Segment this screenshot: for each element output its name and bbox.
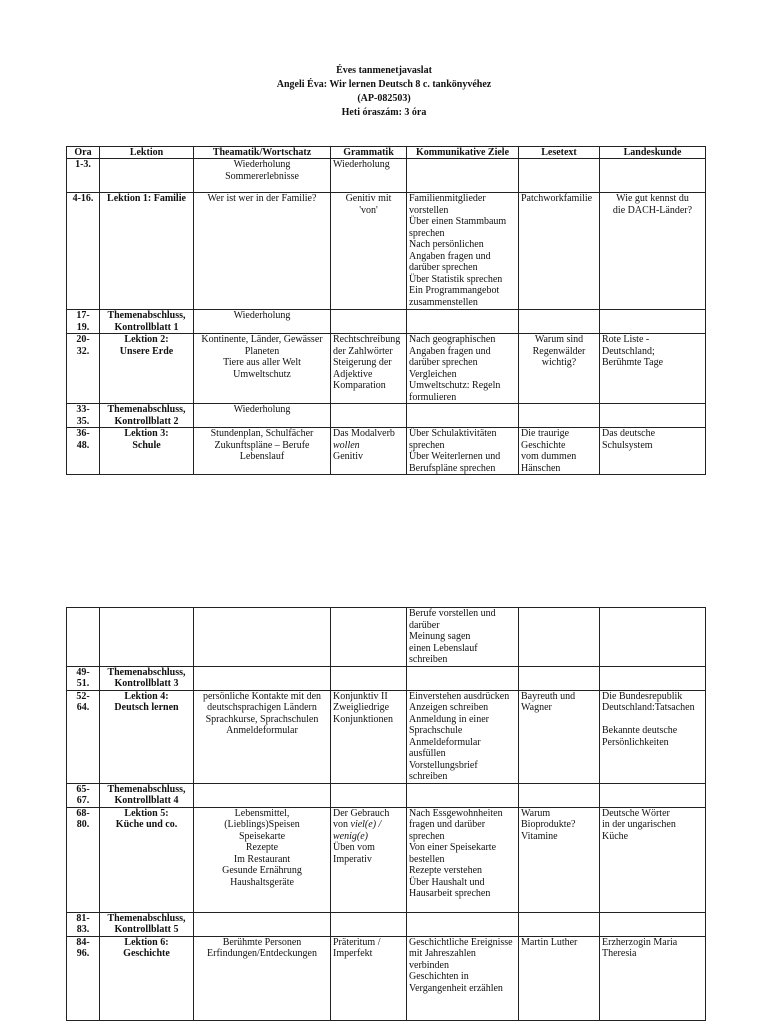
cell-grammatik [331,608,407,667]
cell-landeskunde: Wie gut kennst du die DACH-Länder? [600,193,706,310]
cell-ziele: Familienmitglieder vorstellen Über einen Stammbaum sprechen Nach persönlichen Angaben fragen und darüber sprechen Über Statistik sprechen Ein Programmangebot zusammenstellen [407,193,519,310]
table-row [67,404,706,428]
cell-grammatik [331,428,407,475]
cell-lektion: Lektion 2: Unsere Erde [100,334,194,404]
cell-ora: 49- 51. [67,666,100,690]
table-row [67,666,706,690]
cell-lektion: Lektion 1: Familie [100,193,194,310]
cell-grammatik: Rechtschreibung der Zahlwörter Steigerung der Adjektive Komparation [331,334,407,404]
cell-ora: 20- 32. [67,334,100,404]
cell-lektion: Themenabschluss, Kontrollblatt 1 [100,310,194,334]
grammatik-text: Der Gebrauch [333,807,390,819]
cell-ora: 33- 35. [67,404,100,428]
cell-grammatik: Genitiv mit 'von' [331,193,407,310]
cell-landeskunde: Das deutsche Schulsystem [600,428,706,475]
cell-grammatik [331,807,407,912]
cell-lesetext: Warum Bioprodukte? Vitamine [519,807,600,912]
table-row [67,936,706,1020]
grammatik-text: Üben vom Imperativ [333,842,375,865]
cell-ora: 52- 64. [67,690,100,783]
cell-ziele [407,666,519,690]
cell-thema: Kontinente, Länder, Gewässer Planeten Tiere aus aller Welt Umweltschutz [194,334,331,404]
cell-lektion: Themenabschluss, Kontrollblatt 4 [100,783,194,807]
cell-lesetext [519,783,600,807]
grammatik-text: Genitiv [333,451,363,462]
cell-landeskunde: Erzherzogin Maria Theresia [600,936,706,1020]
cell-ziele [407,310,519,334]
cell-thema [194,666,331,690]
cell-ziele: Berufe vorstellen und darüber Meinung sagen einen Lebenslauf schreiben [407,608,519,667]
cell-grammatik [331,310,407,334]
cell-ora: 68- 80. [67,807,100,912]
cell-lektion: Lektion 4: Deutsch lernen [100,690,194,783]
document-header [0,64,768,120]
col-header-thematik: Theamatik/Wortschatz [194,147,331,159]
cell-landeskunde: Rote Liste - Deutschland; Berühmte Tage [600,334,706,404]
cell-thema [194,912,331,936]
cell-ora: 81- 83. [67,912,100,936]
cell-thema: Wiederholung Sommererlebnisse [194,159,331,193]
cell-grammatik [331,783,407,807]
cell-grammatik [331,404,407,428]
cell-thema: Berühmte Personen Erfindungen/Entdeckungen [194,936,331,1020]
cell-ora: 17- 19. [67,310,100,334]
cell-ziele: Über Schulaktivitäten sprechen Über Weiterlernen und Berufspläne sprechen [407,428,519,475]
cell-lesetext: Bayreuth und Wagner [519,690,600,783]
cell-ora: 1-3. [67,159,100,193]
cell-lesetext [519,608,600,667]
cell-ora: 84- 96. [67,936,100,1020]
cell-landeskunde: Deutsche Wörter in der ungarischen Küche [600,807,706,912]
cell-thema: persönliche Kontakte mit den deutschsprachigen Ländern Sprachkurse, Sprachschulen Anmeldeformular [194,690,331,783]
cell-grammatik [331,666,407,690]
cell-thema: Wer ist wer in der Familie? [194,193,331,310]
table-row [67,608,706,667]
cell-lektion: Lektion 6: Geschichte [100,936,194,1020]
cell-landeskunde [600,783,706,807]
cell-ora: 65- 67. [67,783,100,807]
table-row [67,159,706,193]
col-header-ora: Ora [67,147,100,159]
cell-lektion [100,159,194,193]
cell-thema [194,608,331,667]
doc-code: (AP-082503) [357,93,411,104]
grammatik-italic: wollen [333,439,360,451]
cell-landeskunde: Die Bundesrepublik Deutschland:Tatsachen Bekannte deutsche Persönlichkeiten [600,690,706,783]
curriculum-table-page2 [66,607,706,1021]
cell-lesetext: Martin Luther [519,936,600,1020]
cell-ziele [407,783,519,807]
doc-subtitle: Angeli Éva: Wir lernen Deutsch 8 c. tankönyvéhez [276,79,492,90]
cell-lektion: Themenabschluss, Kontrollblatt 2 [100,404,194,428]
cell-ziele [407,404,519,428]
cell-landeskunde [600,310,706,334]
cell-lektion: Lektion 3: Schule [100,428,194,475]
cell-lesetext: Patchworkfamilie [519,193,600,310]
cell-grammatik: Konjunktiv II Zweigliedrige Konjunktionen [331,690,407,783]
cell-lesetext [519,666,600,690]
cell-lesetext [519,159,600,193]
cell-lesetext: Warum sind Regenwälder wichtig? [519,334,600,404]
grammatik-italic: wenig(e) [333,830,368,842]
cell-thema: Wiederholung [194,310,331,334]
cell-lesetext [519,912,600,936]
col-header-grammatik: Grammatik [331,147,407,159]
cell-thema: Wiederholung [194,404,331,428]
cell-lektion: Lektion 5: Küche und co. [100,807,194,912]
cell-grammatik: Wiederholung [331,159,407,193]
cell-landeskunde [600,608,706,667]
cell-ora [67,608,100,667]
table-row [67,310,706,334]
cell-lesetext [519,310,600,334]
cell-landeskunde [600,404,706,428]
cell-lektion [100,608,194,667]
table-row [67,783,706,807]
cell-ziele: Geschichtliche Ereignisse mit Jahreszahlen verbinden Geschichten in Vergangenheit erzählen [407,936,519,1020]
table-header-row [67,147,706,159]
cell-lektion: Themenabschluss, Kontrollblatt 5 [100,912,194,936]
cell-ziele: Nach Essgewohnheiten fragen und darüber sprechen Von einer Speisekarte bestellen Rezepte verstehen Über Haushalt und Hausarbeit sprechen [407,807,519,912]
cell-ora: 36- 48. [67,428,100,475]
grammatik-text: von [333,819,351,830]
table-row [67,334,706,404]
cell-lesetext: Die traurige Geschichte vom dummen Hänschen [519,428,600,475]
grammatik-text: Das Modalverb [333,428,395,439]
cell-thema [194,783,331,807]
table-row [67,428,706,475]
cell-ziele: Einverstehen ausdrücken Anzeigen schreiben Anmeldung in einer Sprachschule Anmeldeformular ausfüllen Vorstellungsbrief schreiben [407,690,519,783]
table-row [67,807,706,912]
cell-ziele [407,159,519,193]
doc-title: Éves tanmenetjavaslat [336,65,432,76]
col-header-lesetext: Lesetext [519,147,600,159]
curriculum-table-page1 [66,146,706,475]
col-header-ziele: Kommunikative Ziele [407,147,519,159]
cell-grammatik [331,912,407,936]
cell-landeskunde [600,159,706,193]
cell-grammatik: Präteritum / Imperfekt [331,936,407,1020]
cell-ziele [407,912,519,936]
grammatik-italic: viel(e) / [350,819,382,830]
cell-landeskunde [600,912,706,936]
cell-ziele: Nach geographischen Angaben fragen und darüber sprechen Vergleichen Umweltschutz: Regeln formulieren [407,334,519,404]
col-header-landeskunde: Landeskunde [600,147,706,159]
cell-thema: Stundenplan, Schulfächer Zukunftspläne – Berufe Lebenslauf [194,428,331,475]
cell-lesetext [519,404,600,428]
cell-landeskunde [600,666,706,690]
doc-hours: Heti óraszám: 3 óra [341,107,427,118]
col-header-lektion: Lektion [100,147,194,159]
table-row [67,690,706,783]
cell-ora: 4-16. [67,193,100,310]
table-row [67,193,706,310]
table-row [67,912,706,936]
cell-thema: Lebensmittel, (Lieblings)Speisen Speisekarte Rezepte Im Restaurant Gesunde Ernährung Haushaltsgeräte [194,807,331,912]
cell-lektion: Themenabschluss, Kontrollblatt 3 [100,666,194,690]
